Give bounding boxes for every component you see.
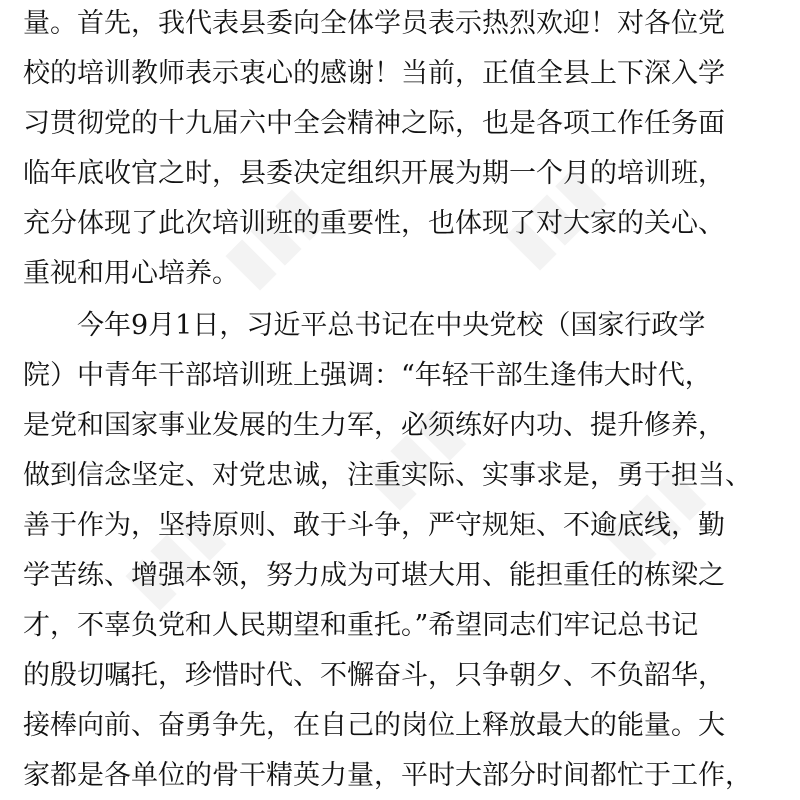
paragraph-line: 学苦练、增强本领，努力成为可堪大用、能担重任的栋梁之 — [23, 560, 725, 591]
paragraph-line: 校的培训教师表示衷心的感谢！当前，正值全县上下深入学 — [23, 58, 725, 89]
paragraph-line: 充分体现了此次培训班的重要性，也体现了对大家的关心、 — [23, 208, 725, 239]
paragraph-line: 临年底收官之时，县委决定组织开展为期一个月的培训班， — [23, 158, 725, 189]
paragraph-line: 量。首先，我代表县委向全体学员表示热烈欢迎！对各位党 — [23, 8, 725, 39]
paragraph-line: 习贯彻党的十九届六中全会精神之际，也是各项工作任务面 — [23, 108, 725, 139]
paragraph-line: 是党和国家事业发展的生力军，必须练好内功、提升修养， — [23, 410, 725, 441]
watermark-mark: ▮▮▮ — [109, 493, 237, 621]
watermark-mark: ▮▮▮ — [209, 173, 337, 301]
paragraph-line: 今年9月1日，习近平总书记在中央党校（国家行政学 — [77, 310, 706, 341]
watermark-mark: ▮▮▮ — [589, 453, 717, 581]
paragraph-line: 的殷切嘱托，珍惜时代、不懈奋斗，只争朝夕、不负韶华， — [23, 660, 725, 691]
paragraph-line: 做到信念坚定、对党忠诚，注重实际、实事求是，勇于担当、 — [23, 460, 752, 491]
paragraph-line: 才，不辜负党和人民期望和重托。”希望同志们牢记总书记 — [23, 610, 699, 641]
watermark-mark: ▮▮▮ — [489, 153, 617, 281]
paragraph-line: 院）中青年干部培训班上强调：“年轻干部生逢伟大时代， — [23, 360, 712, 391]
watermark-mark: ▮▮▮ — [349, 393, 477, 521]
paragraph-line: 接棒向前、奋勇争先，在自己的岗位上释放最大的能量。大 — [23, 710, 725, 741]
paragraph-line: 家都是各单位的骨干精英力量，平时大部分时间都忙于工作， — [23, 760, 752, 791]
paragraph-line: 善于作为，坚持原则、敢于斗争，严守规矩、不逾底线，勤 — [23, 510, 725, 541]
paragraph-line: 重视和用心培养。 — [23, 258, 239, 289]
